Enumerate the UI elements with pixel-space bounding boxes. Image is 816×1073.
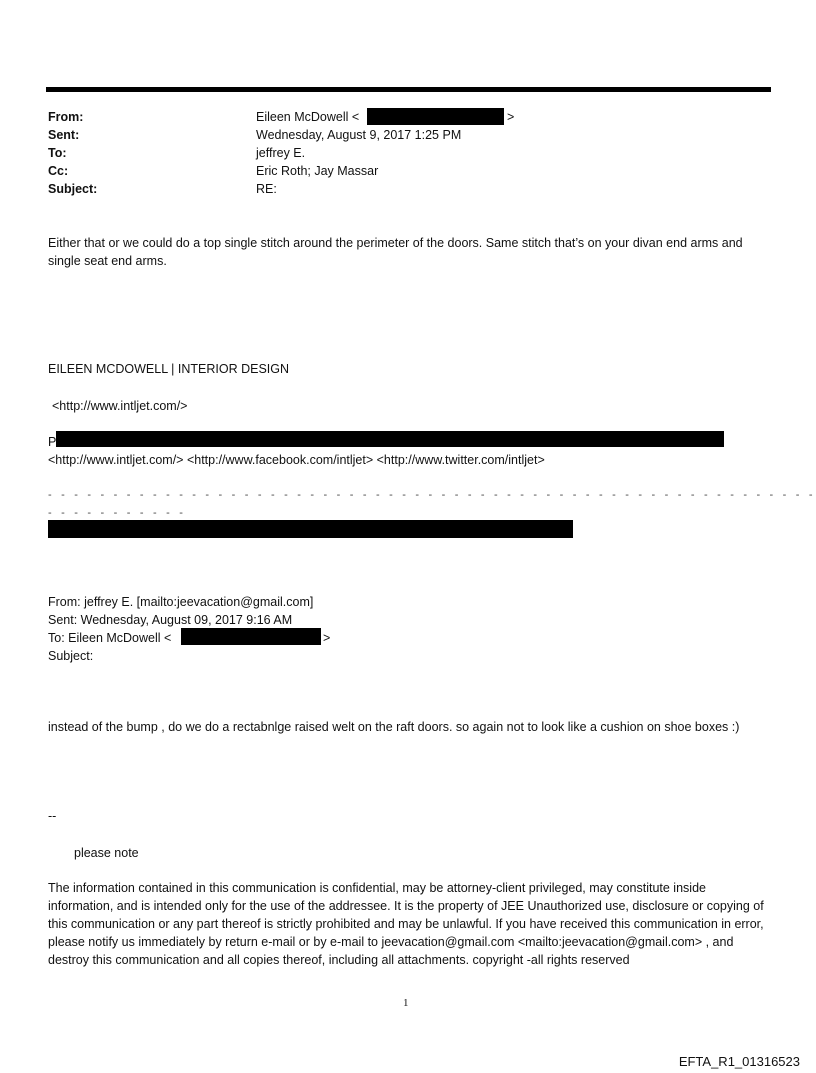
subject-value: RE: (256, 182, 277, 196)
page-number: 1 (403, 997, 409, 1009)
to-label: To: (48, 146, 67, 160)
redaction-box (181, 628, 321, 645)
subject-label: Subject: (48, 182, 98, 196)
quoted-to: To: Eileen McDowell < (48, 631, 172, 645)
from-label: From: (48, 110, 84, 124)
please-note: please note (74, 846, 139, 860)
top-rule (46, 87, 771, 92)
quoted-subject: Subject: (48, 649, 94, 663)
redaction-box (48, 520, 573, 538)
quoted-sent: Sent: Wednesday, August 09, 2017 9:16 AM (48, 613, 293, 627)
cc-label: Cc: (48, 164, 69, 178)
redaction-box (367, 108, 504, 125)
signature-links: <http://www.intljet.com/> <http://www.facebook.com/intljet> <http://www.twitter.com/intljet> (48, 453, 545, 467)
cc-value: Eric Roth; Jay Massar (256, 164, 379, 178)
signature-name: EILEEN MCDOWELL | INTERIOR DESIGN (48, 362, 290, 376)
sent-label: Sent: (48, 128, 80, 142)
quoted-to-close: > (323, 631, 331, 645)
from-value (256, 108, 359, 126)
redaction-box (56, 431, 724, 447)
body-paragraph: Either that or we could do a top single stitch around the perimeter of the doors. Same stitch that’s on your divan end arms and single seat end arms. (48, 236, 743, 268)
disclaimer: The information contained in this communication is confidential, may be attorney-client privileged, may constitute inside information, and is intended only for the use of the addressee. It is the property of JEE Unauthorized use, disclosure or copying of this communication or any part thereof is strictly prohibited and may be unlawful. If you have received this communication in error, please notify us immediately by return e-mail or by e-mail to jeevacation@gmail.com <mailto:jeevacation@gmail.com> , and destroy this communication and all copies thereof, including all attachments. copyright -all rights reserved (48, 881, 764, 967)
signature-p-prefix: P (48, 435, 57, 449)
signature-divider: - - - - - - - - - - - - - - - - - - - - - - - - - - - - - - - - - - - - - - - - - - - - - - - - - - - - - - - - - - - - - - - - - - - - - - (48, 489, 816, 519)
from-name: Eileen McDowell < (256, 110, 360, 124)
document-id: EFTA_R1_01316523 (678, 1054, 800, 1069)
signature-url: <http://www.intljet.com/> (52, 399, 188, 413)
from-close-bracket: > (507, 110, 515, 124)
quoted-from: From: jeffrey E. [mailto:jeevacation@gmail.com] (48, 595, 314, 609)
sig-dashes: -- (48, 809, 57, 823)
sent-value: Wednesday, August 9, 2017 1:25 PM (256, 128, 462, 142)
quoted-message: instead of the bump , do we do a rectabnlge raised welt on the raft doors. so again not to look like a cushion on shoe boxes :) (48, 720, 740, 734)
to-value: jeffrey E. (256, 146, 306, 160)
